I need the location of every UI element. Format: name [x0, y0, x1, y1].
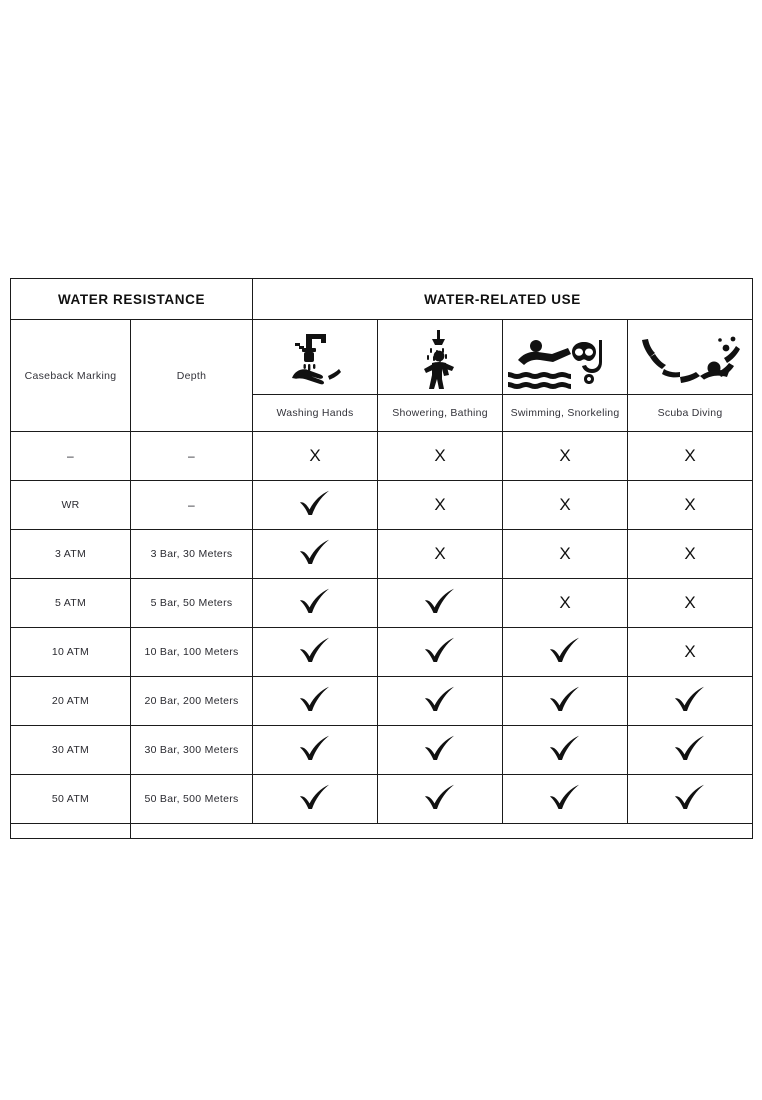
- x-icon: X: [559, 593, 571, 612]
- faucet-washing-hands-icon: [253, 324, 377, 390]
- table-row: [11, 628, 753, 677]
- cell-use-washing-hands: [253, 628, 378, 677]
- column-header-swimming-snorkeling: Swimming, Snorkeling: [503, 395, 628, 432]
- check-icon: [673, 686, 707, 712]
- cell-use-washing-hands: [253, 726, 378, 775]
- check-icon: [673, 735, 707, 761]
- cell-use-showering-bathing: [378, 677, 503, 726]
- column-header-depth: Depth: [131, 320, 253, 432]
- cell-use-swimming-snorkeling: [503, 579, 628, 628]
- cell-depth: –: [131, 481, 253, 530]
- cell-use-scuba-diving: [628, 628, 753, 677]
- x-icon: X: [684, 544, 696, 563]
- shower-bathing-icon: [378, 324, 502, 390]
- cell-use-swimming-snorkeling: [503, 628, 628, 677]
- cell-depth: 10 Bar, 100 Meters: [131, 628, 253, 677]
- cell-use-scuba-diving: [628, 726, 753, 775]
- check-icon: [423, 735, 457, 761]
- check-icon: [423, 686, 457, 712]
- cell-use-scuba-diving: [628, 481, 753, 530]
- cell-depth: 5 Bar, 50 Meters: [131, 579, 253, 628]
- cell-use-scuba-diving: [628, 677, 753, 726]
- cell-marking: 10 ATM: [11, 628, 131, 677]
- column-header-scuba-diving: Scuba Diving: [628, 395, 753, 432]
- table-row: [11, 432, 753, 481]
- cell-use-swimming-snorkeling: [503, 432, 628, 481]
- cell-depth: 20 Bar, 200 Meters: [131, 677, 253, 726]
- x-icon: X: [559, 495, 571, 514]
- water-resistance-table: [10, 278, 753, 839]
- cell-use-swimming-snorkeling: [503, 677, 628, 726]
- group-header-water-related-use: WATER-RELATED USE: [253, 279, 753, 320]
- table-row: [11, 530, 753, 579]
- cell-use-scuba-diving: [628, 579, 753, 628]
- check-icon: [548, 735, 582, 761]
- check-icon: [298, 539, 332, 565]
- x-icon: X: [684, 495, 696, 514]
- cell-use-washing-hands: [253, 530, 378, 579]
- table-group-header-row: [11, 279, 753, 320]
- cell-use-washing-hands: [253, 481, 378, 530]
- cell-use-showering-bathing: [378, 775, 503, 824]
- x-icon: X: [559, 544, 571, 563]
- table-icon-row: [11, 320, 753, 395]
- cell-use-showering-bathing: [378, 432, 503, 481]
- cell-use-swimming-snorkeling: [503, 726, 628, 775]
- cell-use-swimming-snorkeling: [503, 481, 628, 530]
- cell-use-showering-bathing: [378, 530, 503, 579]
- column-header-washing-hands: Washing Hands: [253, 395, 378, 432]
- x-icon: X: [684, 593, 696, 612]
- table-footer-row: [11, 824, 753, 839]
- check-icon: [298, 490, 332, 516]
- cell-use-washing-hands: [253, 432, 378, 481]
- cell-use-showering-bathing: [378, 481, 503, 530]
- table-row: [11, 677, 753, 726]
- cell-use-showering-bathing: [378, 628, 503, 677]
- cell-use-swimming-snorkeling: [503, 530, 628, 579]
- water-resistance-chart: [10, 278, 752, 839]
- check-icon: [298, 735, 332, 761]
- check-icon: [298, 637, 332, 663]
- check-icon: [298, 784, 332, 810]
- cell-marking: 50 ATM: [11, 775, 131, 824]
- x-icon: X: [684, 642, 696, 661]
- x-icon: X: [434, 446, 446, 465]
- group-header-water-resistance: WATER RESISTANCE: [11, 279, 253, 320]
- cell-depth: –: [131, 432, 253, 481]
- x-icon: X: [309, 446, 321, 465]
- check-icon: [423, 637, 457, 663]
- icon-cell-showering-bathing: [378, 320, 503, 395]
- cell-marking: 3 ATM: [11, 530, 131, 579]
- cell-use-scuba-diving: [628, 530, 753, 579]
- cell-marking: –: [11, 432, 131, 481]
- cell-use-scuba-diving: [628, 432, 753, 481]
- cell-marking: 5 ATM: [11, 579, 131, 628]
- cell-use-showering-bathing: [378, 579, 503, 628]
- footer-cell-left: [11, 824, 131, 839]
- check-icon: [298, 588, 332, 614]
- icon-cell-swimming-snorkeling: [503, 320, 628, 395]
- table-row: [11, 481, 753, 530]
- swimmer-snorkel-mask-icon: [503, 324, 627, 390]
- cell-depth: 50 Bar, 500 Meters: [131, 775, 253, 824]
- cell-depth: 30 Bar, 300 Meters: [131, 726, 253, 775]
- scuba-diver-icon: [628, 324, 752, 390]
- check-icon: [548, 784, 582, 810]
- check-icon: [423, 784, 457, 810]
- x-icon: X: [434, 544, 446, 563]
- cell-use-scuba-diving: [628, 775, 753, 824]
- cell-use-washing-hands: [253, 775, 378, 824]
- cell-use-swimming-snorkeling: [503, 775, 628, 824]
- table-row: [11, 775, 753, 824]
- cell-marking: 30 ATM: [11, 726, 131, 775]
- check-icon: [548, 686, 582, 712]
- check-icon: [423, 588, 457, 614]
- cell-depth: 3 Bar, 30 Meters: [131, 530, 253, 579]
- check-icon: [298, 686, 332, 712]
- check-icon: [548, 637, 582, 663]
- column-header-caseback-marking: Caseback Marking: [11, 320, 131, 432]
- cell-use-washing-hands: [253, 579, 378, 628]
- cell-use-showering-bathing: [378, 726, 503, 775]
- icon-cell-washing-hands: [253, 320, 378, 395]
- x-icon: X: [434, 495, 446, 514]
- table-row: [11, 579, 753, 628]
- footer-cell-right: [131, 824, 753, 839]
- cell-marking: 20 ATM: [11, 677, 131, 726]
- icon-cell-scuba-diving: [628, 320, 753, 395]
- table-row: [11, 726, 753, 775]
- x-icon: X: [559, 446, 571, 465]
- cell-use-washing-hands: [253, 677, 378, 726]
- cell-marking: WR: [11, 481, 131, 530]
- check-icon: [673, 784, 707, 810]
- column-header-showering-bathing: Showering, Bathing: [378, 395, 503, 432]
- x-icon: X: [684, 446, 696, 465]
